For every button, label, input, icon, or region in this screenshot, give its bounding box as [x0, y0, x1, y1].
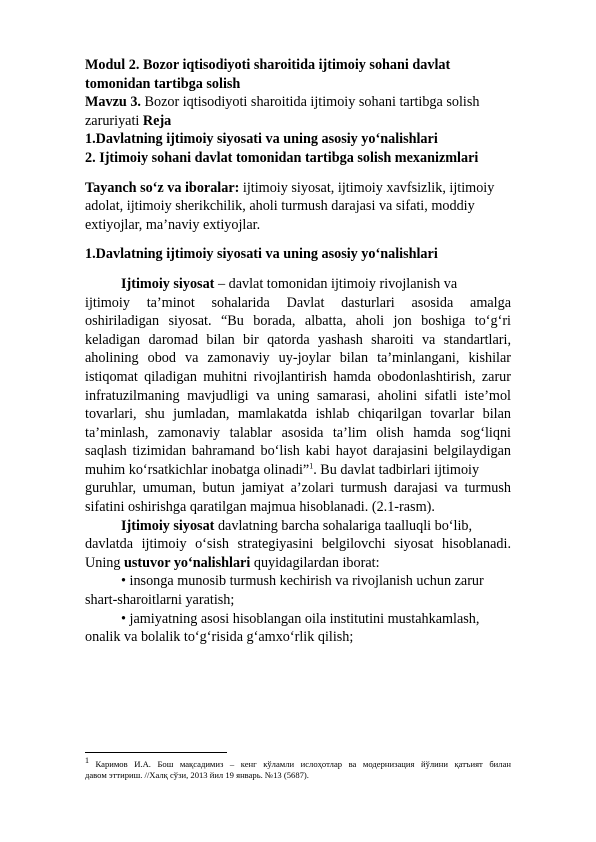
para2-line	[85, 517, 511, 536]
footnote-ref[interactable]: 1	[309, 461, 314, 471]
plan-item-1: 1.Davlatning ijtimoiy siyosati va uning asosiy yo‘nalishlari	[85, 131, 438, 148]
para1-line: aholining obod va zamonaviy uy-joylar bilan ta’minlangani, kishilar	[85, 350, 511, 367]
topic-line1	[85, 93, 511, 112]
para2-line	[85, 554, 511, 573]
para1-line: istiqomat qiladigan muhitni rivojlantirish hamda obodonlashtirish, zarur	[85, 368, 511, 385]
footnote-line2: давом эттириш. //Халқ сўзи, 2013 йил 19 январь. №13 (5687).	[85, 770, 309, 780]
footnote	[85, 756, 511, 781]
term-ijtimoiy-siyosat: Ijtimoiy siyosat	[121, 517, 215, 534]
footnote-line1	[85, 756, 511, 770]
para2-text: davlatning barcha sohalariga taalluqli bo‘lib,	[214, 517, 473, 534]
footnote-text: Каримов И.А. Бош мақсадимиз – кенг кўламли ислоҳотлар ва модернизация йўлини қатъият билан	[89, 759, 511, 769]
para1-line	[85, 275, 511, 294]
footnote-separator	[85, 752, 227, 753]
module-title-line2: tomonidan tartibga solish	[85, 75, 241, 92]
module-title-line1: Modul 2. Bozor iqtisodiyoti sharoitida ijtimoiy sohani davlat	[85, 57, 451, 73]
para1-text: – davlat tomonidan ijtimoiy rivojlanish va	[214, 275, 458, 292]
keywords-text: ijtimoiy siyosat, ijtimoiy xavfsizlik, ijtimoiy	[239, 179, 495, 196]
bullet-item-1-line2: shart-sharoitlarni yaratish;	[85, 592, 235, 609]
para1-line: keladigan daromad bilan bir qatorda yashash sharoiti va standartlari,	[85, 331, 511, 348]
para2-line: davlatda ijtimoiy o‘sish strategiyasini belgilovchi siyosat hisoblanadi.	[85, 536, 511, 553]
para1-text: . Bu davlat tadbirlari ijtimoiy	[313, 461, 480, 478]
para1-line: tovarlari, shu jumladan, mamlakatda ishlab chiqarilgan tovarlar bilan	[85, 406, 511, 423]
keywords-line2: adolat, ijtimoiy sherikchilik, aholi turmush darajasi va sifati, moddiy	[85, 198, 475, 215]
keywords-label: Tayanch so‘z va iboralar:	[85, 179, 240, 196]
para1-line: ta’minlash, zamonaviy talablar asosida ta’lim olish hamda sog‘liqni	[85, 424, 511, 441]
para1-line: sifatini oshirishga qaratilgan majmua hisoblanadi. (2.1-rasm).	[85, 499, 435, 516]
para1-line: saqlash tizimidan bahramand bo‘lish kabi hayot darajasini belgilaydigan	[85, 443, 511, 460]
topic-label: Mavzu 3.	[85, 94, 141, 111]
para1-line: infratuzilmaning mavjudligi va uning samarasi, aholini sifatli iste’mol	[85, 387, 511, 404]
document-body	[85, 56, 511, 647]
bullet-item-2-line1: • jamiyatning asosi hisoblangan oila institutini mustahkamlash,	[121, 610, 480, 627]
term-priority-directions: ustuvor yo‘nalishlari	[124, 554, 251, 571]
plan-item-2: 2. Ijtimoiy sohani davlat tomonidan tartibga solish mexanizmlari	[85, 149, 479, 166]
section-heading: 1.Davlatning ijtimoiy siyosati va uning asosiy yo‘nalishlari	[85, 246, 438, 263]
para1-line: guruhlar, umuman, butun jamiyat a’zolari turmush darajasi va turmush	[85, 480, 511, 497]
plan-label: Reja	[142, 112, 172, 129]
bullet-item-2-line2: onalik va bolalik to‘g‘risida g‘amxo‘rlik qilish;	[85, 629, 354, 646]
topic-text-cont: zaruriyati	[85, 112, 143, 129]
footnote-number: 1	[85, 756, 89, 766]
para2-text: quyidagilardan iborat:	[250, 554, 380, 571]
topic-line2	[85, 112, 511, 131]
para1-text: muhim ko‘rsatkichlar inobatga olinadi”	[85, 461, 310, 478]
term-ijtimoiy-siyosat: Ijtimoiy siyosat	[121, 275, 215, 292]
keywords-line3: extiyojlar, ma’naviy extiyojlar.	[85, 216, 261, 233]
bullet-item-1-line1: • insonga munosib turmush kechirish va rivojlanish uchun zarur	[121, 573, 484, 590]
para2-text: Uning	[85, 554, 125, 571]
para1-line	[85, 461, 511, 480]
para1-line: oshiriladigan siyosat. “Bu borada, albatta, aholi jon boshiga to‘g‘ri	[85, 313, 511, 330]
topic-text: Bozor iqtisodiyoti sharoitida ijtimoiy sohani tartibga solish	[140, 94, 480, 111]
para1-line: ijtimoiy ta’minot sohalarida Davlat dasturlari asosida amalga	[85, 294, 511, 311]
keywords-line1	[85, 179, 511, 198]
